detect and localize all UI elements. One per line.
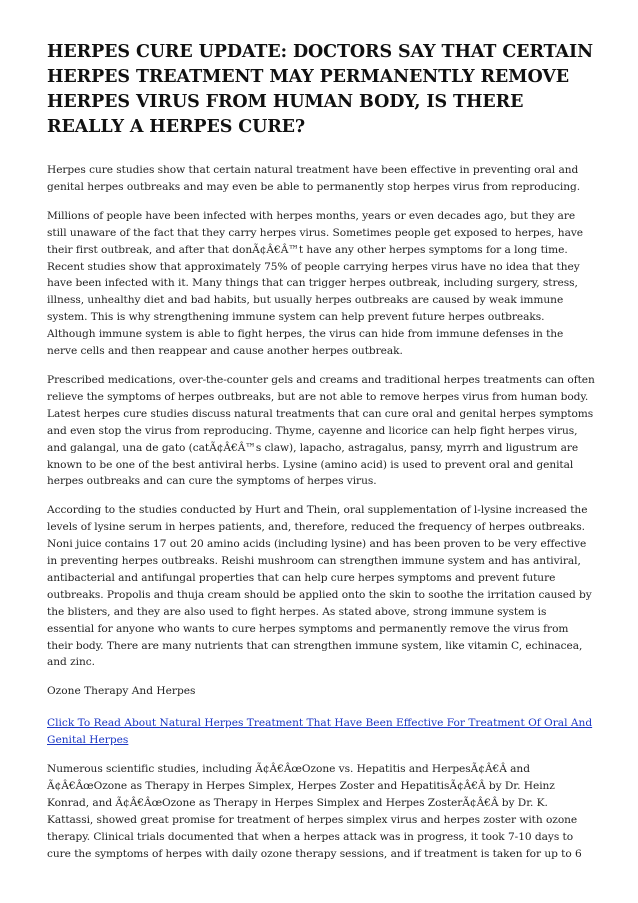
article-title: HERPES CURE UPDATE: DOCTORS SAY THAT CERTAIN HERPES TREATMENT MAY PERMANENTLY REMOVE HERPES VIRUS FROM HUMAN BODY, IS THERE REALLY A HERPES CURE? — [47, 42, 593, 137]
studies-paragraph: According to the studies conducted by Hurt and Thein, oral supplementation of l-lysine increased the levels of lysine serum in herpes patients, and, therefore, reduced the frequency of herpes outbreaks. Noni juice contains 17 out 20 amino acids (including lysine) and has been proven to be very effective in preventing herpes outbreaks. Reishi mushroom can strengthen immune system and has antiviral, antibacterial and antifungal properties that can help cure herpes symptoms and prevent future outbreaks. Propolis and thuja cream should be applied onto the skin to soothe the irritation caused by the blisters, and they are also used to fight herpes. As stated above, strong immune system is essential for anyone who wants to cure herpes symptoms and permanently remove the virus from their body. There are many nutrients that can strengthen immune system, like vitamin C, echinacea, and zinc. — [47, 504, 592, 669]
treatments-paragraph: Prescribed medications, over-the-counter gels and creams and traditional herpes treatments can often relieve the symptoms of herpes outbreaks, but are not able to remove herpes virus from human body. Latest herpes cure studies discuss natural treatments that can cure oral and genital herpes symptoms and even stop the virus from reproducing. Thyme, cayenne and licorice can help fight herpes virus, and galangal, una de gato (catÃ¢Â€Â™s claw), lapacho, astragalus, pansy, myrrh and ligustrum are known to be one of the best antiviral herbs. Lysine (amino acid) is used to prevent oral and genital herpes outbreaks and can cure the symptoms of herpes virus. — [47, 373, 595, 488]
ozone-studies-paragraph: Numerous scientific studies, including Ã¢Â€ÂœOzone vs. Hepatitis and HerpesÃ¢Â€Â and Ã¢Â€ÂœOzone as Therapy in Herpes Simplex, Herpes Zoster and HepatitisÃ¢Â€Â by Dr. Heinz Konrad, and Ã¢Â€ÂœOzone as Therapy in Herpes Simplex and Herpes ZosterÃ¢Â€Â by Dr. K. Kattassi, showed great promise for treatment of herpes simplex virus and herpes zoster with ozone therapy. Clinical trials documented that when a herpes attack was in progress, it took 7-10 days to cure the symptoms of herpes with daily ozone therapy sessions, and if treatment is taken for up to 6 — [47, 763, 582, 860]
natural-treatment-link[interactable]: Click To Read About Natural Herpes Treatment That Have Been Effective For Treatment Of Oral And Genital Herpes — [47, 717, 593, 747]
section-heading-ozone: Ozone Therapy And Herpes — [47, 685, 196, 698]
document-page — [47, 40, 595, 875]
intro-paragraph: Herpes cure studies show that certain natural treatment have been effective in preventing oral and genital herpes outbreaks and may even be able to permanently stop herpes virus from reproducing. — [47, 164, 581, 193]
infection-paragraph: Millions of people have been infected with herpes months, years or even decades ago, but they are still unaware of the fact that they carry herpes virus. Sometimes people get exposed to herpes, have their first outbreak, and after that donÃ¢Â€Â™t have any other herpes symptoms for a long time. Recent studies show that approximately 75% of people carrying herpes virus have no idea that they have been infected with it. Many things that can trigger herpes outbreak, including surgery, stress, illness, unhealthy diet and bad habits, but usually herpes outbreaks are caused by weak immune system. This is why strengthening immune system can help prevent future herpes outbreaks. Although immune system is able to fight herpes, the virus can hide from immune defenses in the nerve cells and then reappear and cause another herpes outbreak. — [47, 209, 584, 358]
